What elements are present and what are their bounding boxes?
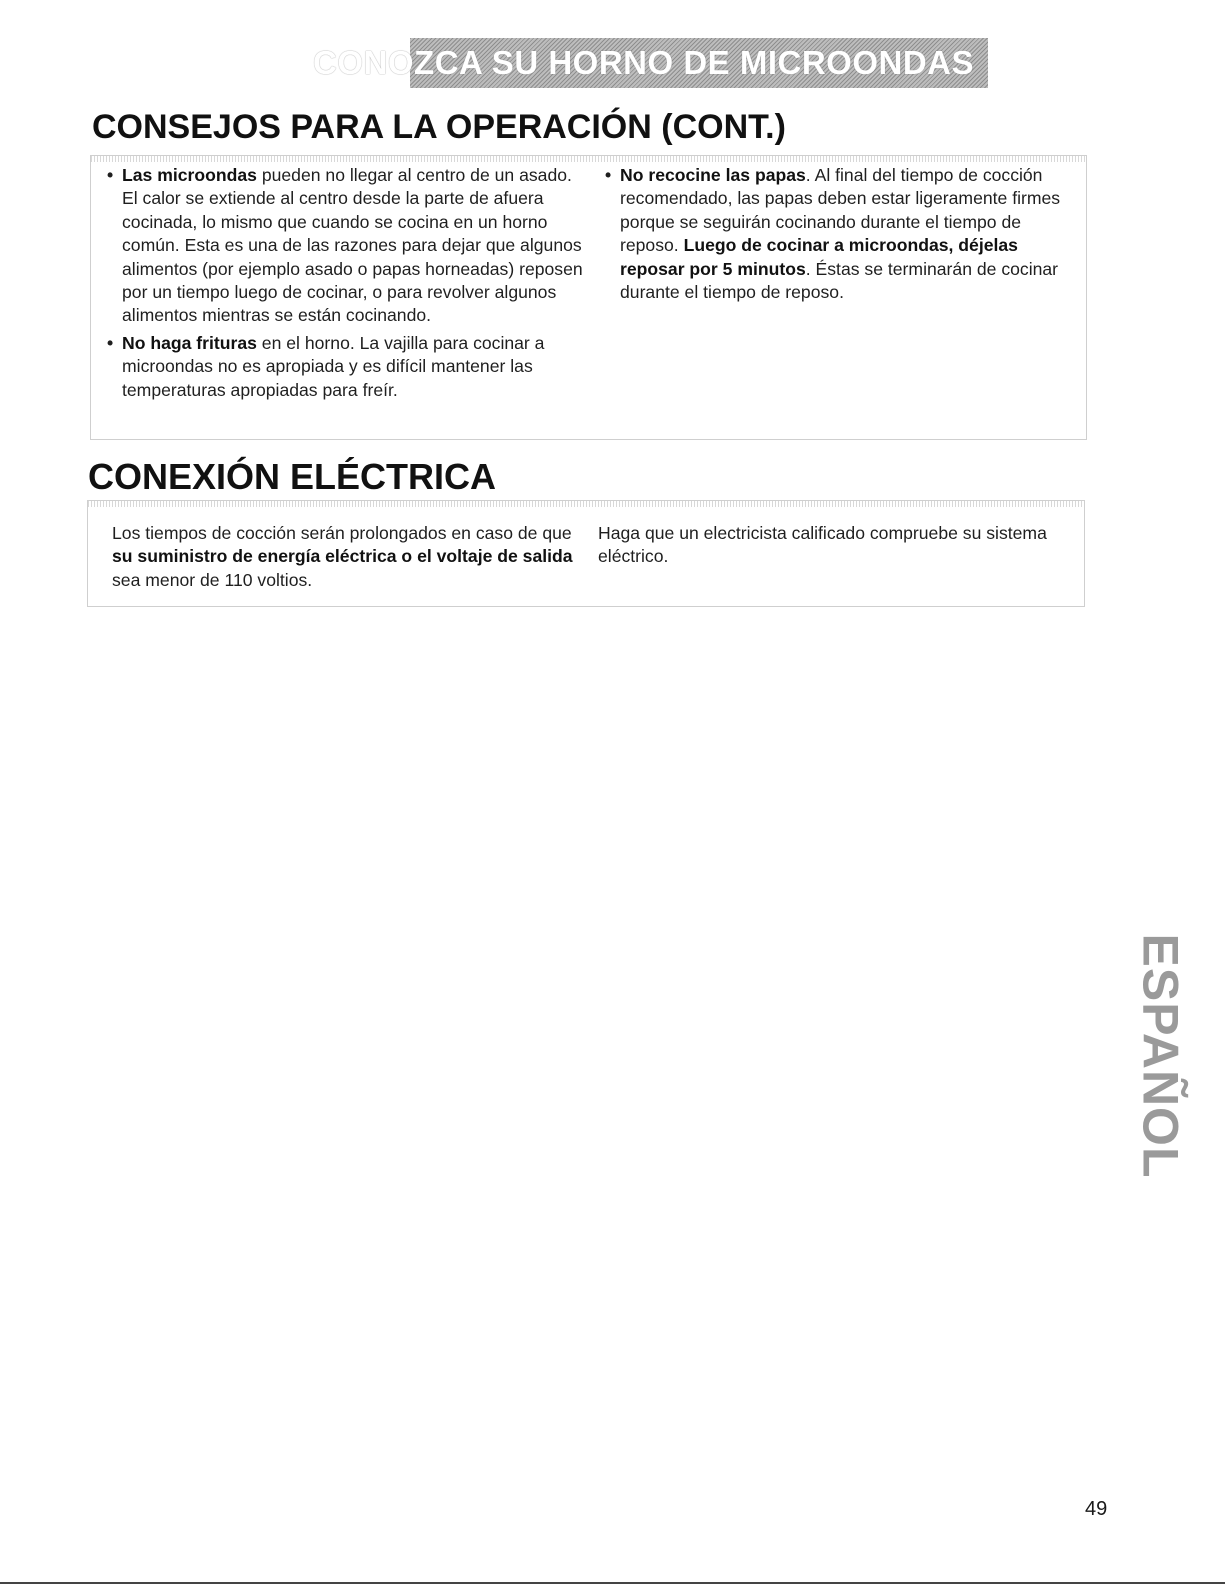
section-title-conexion: CONEXIÓN ELÉCTRICA <box>88 456 497 497</box>
side-tab <box>1132 933 1188 1178</box>
bold-term: Luego de cocinar a microondas, déjelas reposar por 5 minutos <box>620 235 1018 279</box>
bullet-text: en el horno. La vajilla para cocinar a microondas no es apropiada y es difícil mantener las temperaturas apropiadas para freír. <box>122 332 545 400</box>
column-conexion-left <box>112 522 582 592</box>
paragraph-conexion-left <box>112 522 582 592</box>
column-conexion-right <box>598 522 1068 569</box>
bullet-text: pueden no llegar al centro de un asado. El calor se extiende al centro desde la parte de afuera cocinada, lo mismo que cuando se cocina en un horno común. Esta es una de las razones para dejar que algunos alimentos (por ejemplo asado o papas horneadas) reposen por un tiempo luego de cocinar, o para revolver algunos alimentos mientras se están cocinando. <box>122 165 583 326</box>
bold-term: su suministro de energía eléctrica o el voltaje de salida <box>112 546 573 567</box>
column-consejos-left <box>107 164 585 402</box>
paragraph-conexion-right: Haga que un electricista calificado compruebe su sistema eléctrico. <box>598 523 1047 567</box>
panel-consejos <box>90 155 1087 440</box>
bullet-text: . Éstas se terminarán de cocinar durante el tiempo de reposo. <box>620 258 1059 303</box>
panel-conexion <box>87 500 1085 607</box>
header-band-text: CONOZCA SU HORNO DE MICROONDAS <box>313 44 974 81</box>
bottom-rule <box>0 1582 1225 1584</box>
page-number: 49 <box>1085 1498 1108 1520</box>
header-band <box>313 38 988 88</box>
bold-term: Las microondas <box>122 165 257 185</box>
paragraph-text: Los tiempos de cocción serán prolongados en caso de que <box>112 523 572 543</box>
side-tab-text: ESPAÑOL <box>1132 933 1188 1178</box>
bullet-item-microondas <box>107 164 585 328</box>
bold-term: No recocine las papas <box>620 165 806 185</box>
bullet-item-frituras <box>107 332 585 402</box>
bullet-item-papas <box>605 164 1075 304</box>
bullet-text: . Al final del tiempo de cocción recomendado, las papas deben estar ligeramente firmes porque se seguirán cocinando durante el tiempo de reposo. <box>620 165 1061 256</box>
section-title-consejos: CONSEJOS PARA LA OPERACIÓN (CONT.) <box>92 108 786 146</box>
paragraph-text: sea menor de 110 voltios. <box>112 569 313 590</box>
column-consejos-right <box>605 164 1075 304</box>
bold-term: No haga frituras <box>122 332 257 353</box>
